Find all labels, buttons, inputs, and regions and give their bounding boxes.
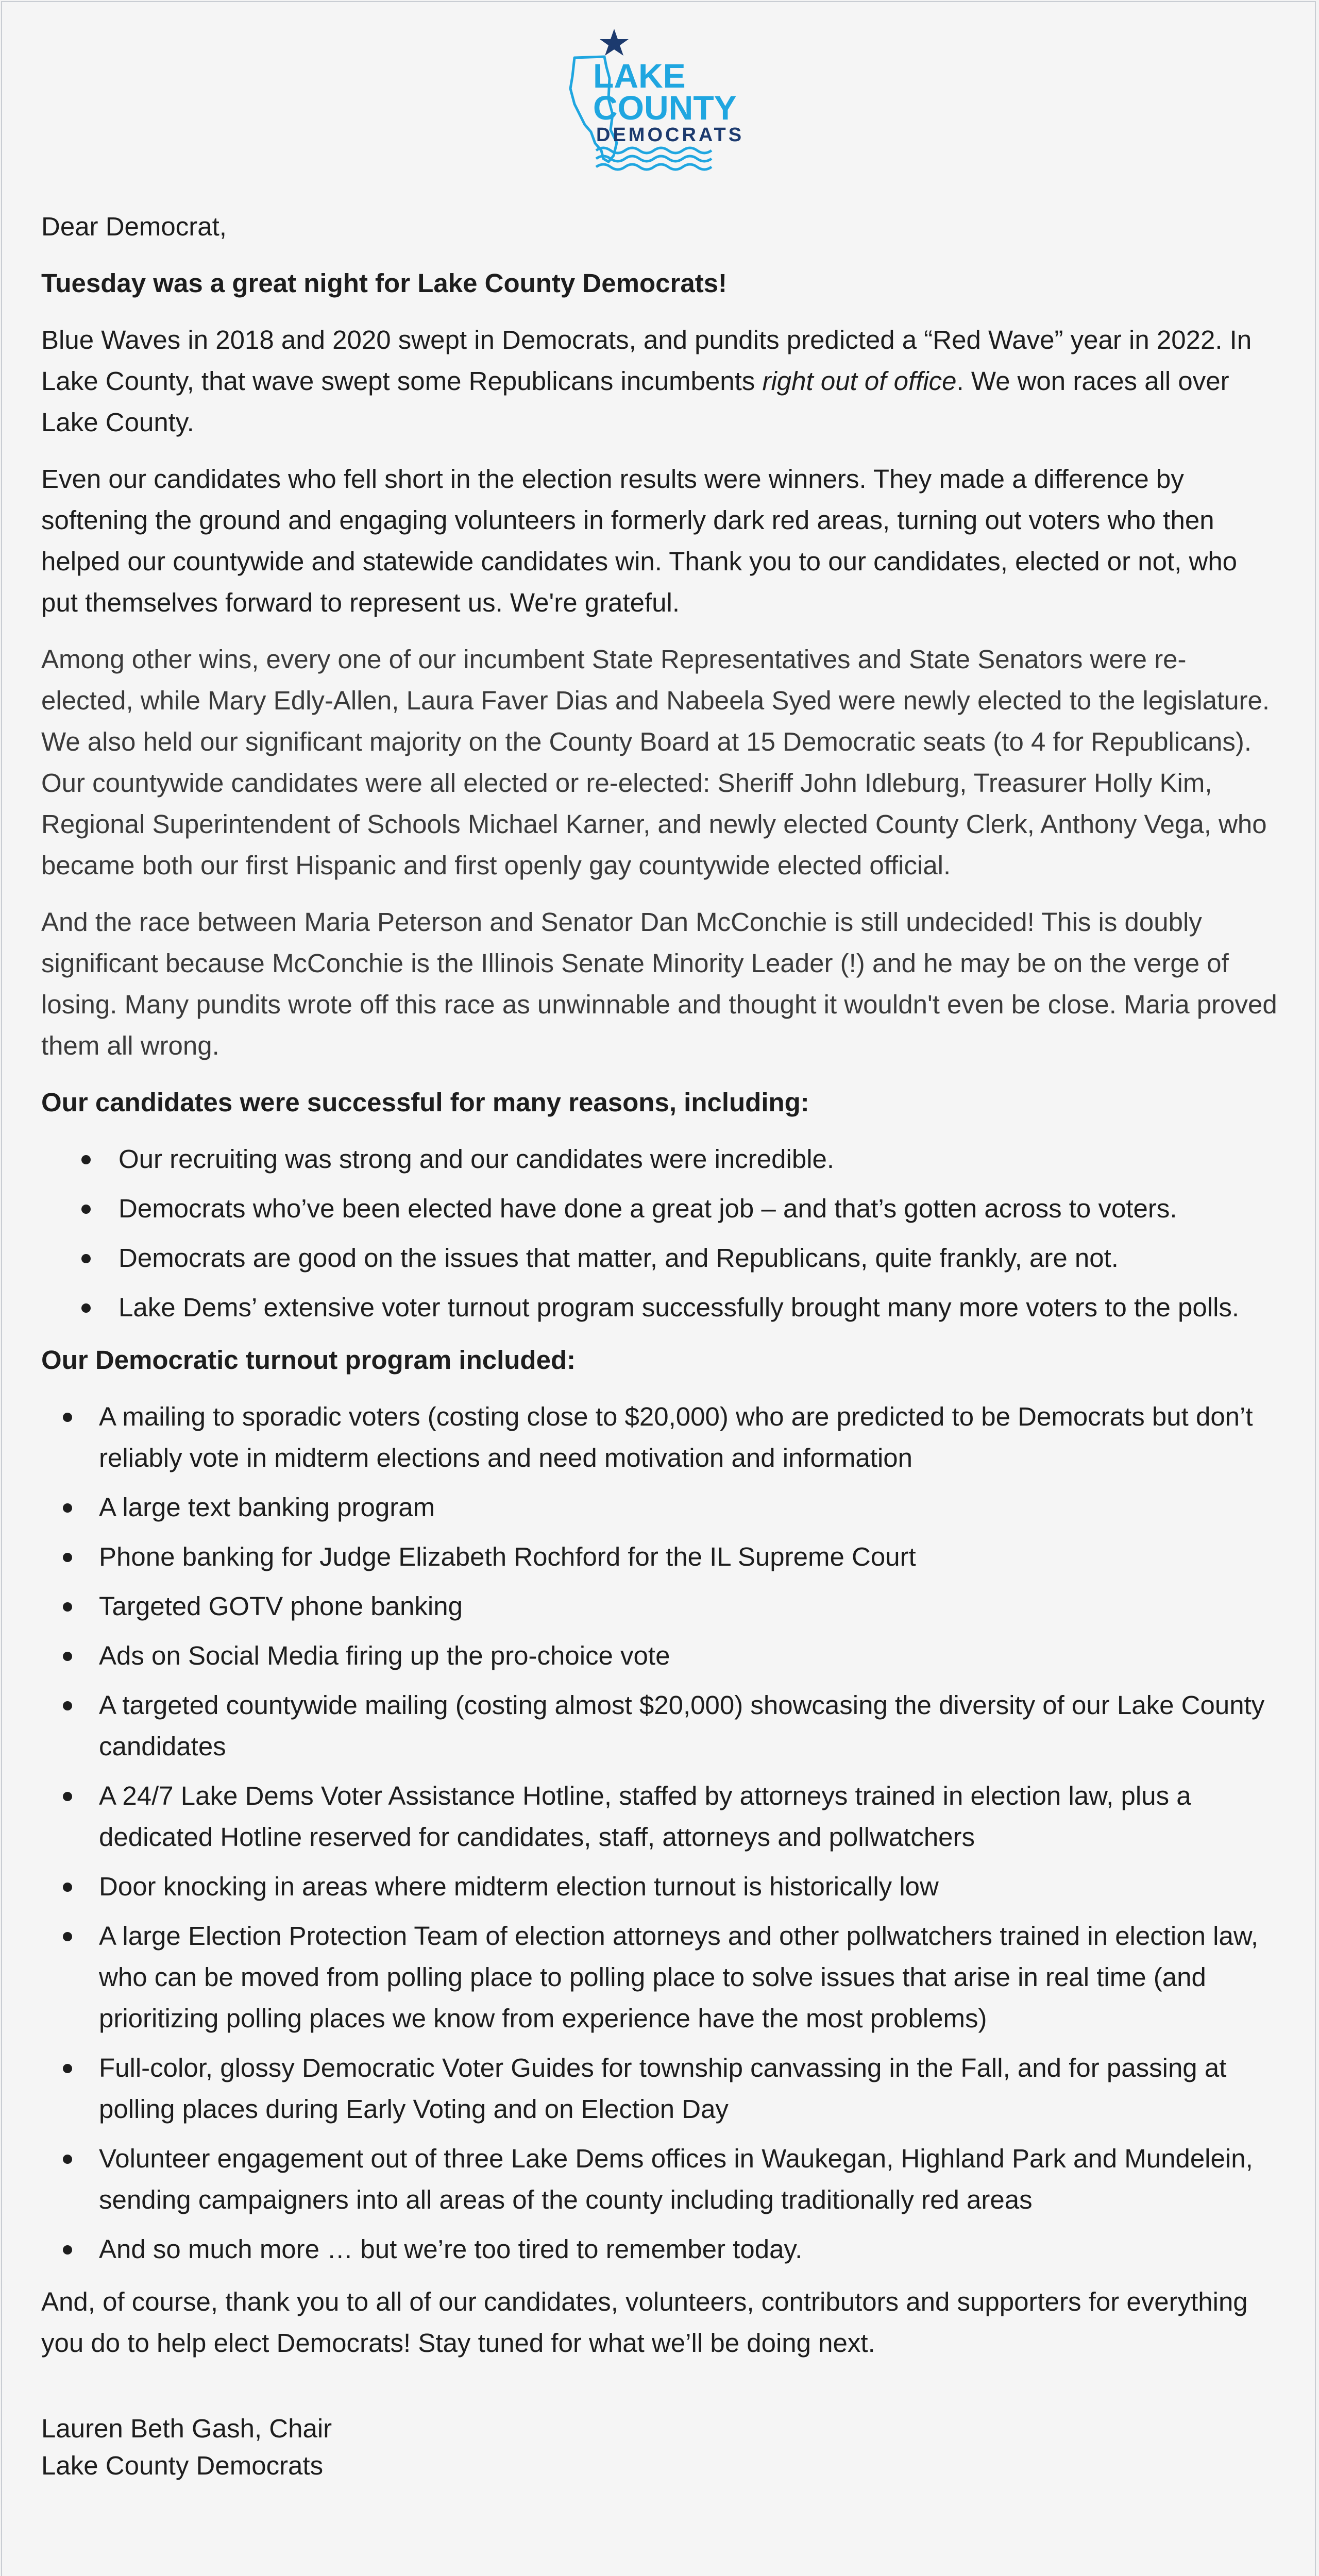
list-item: And so much more … but we’re too tired to remember today. [41,2229,1278,2270]
logo-line-county: COUNTY [593,89,737,127]
reasons-heading: Our candidates were successful for many reasons, including: [41,1088,809,1117]
list-item: A 24/7 Lake Dems Voter Assistance Hotline, staffed by attorneys trained in election law, plus a dedicated Hotline reserved for candidates, staff, attorneys and pollwatchers [41,1775,1278,1858]
emphasis-text: right out of office [762,366,957,396]
letter-body [41,206,1278,2484]
paragraph-race: And the race between Maria Peterson and Senator Dan McConchie is still undecided! This is doubly significant because McConchie is the Illinois Senate Minority Leader (!) and he may be on the verge of losing. Many pundits wrote off this race as unwinnable and thought it wouldn't even be close. Maria proved them all wrong. [41,907,1277,1060]
list-item: Democrats are good on the issues that matter, and Republicans, quite frankly, are not. [41,1238,1278,1279]
star-icon [600,29,629,56]
paragraph-candidates: Even our candidates who fell short in the election results were winners. They made a difference by softening the ground and engaging volunteers in formerly dark red areas, turning out voters who then helped our countywide and statewide candidates win. Thank you to our candidates, elected or not, who put themselves forward to represent us. We're grateful. [41,464,1238,617]
lake-county-democrats-logo [559,27,765,171]
list-item: Democrats who’ve been elected have done a great job – and that’s gotten across to voters. [41,1188,1278,1229]
list-item: A large text banking program [41,1487,1278,1528]
headline: Tuesday was a great night for Lake County Democrats! [41,268,728,298]
paragraph-wins: Among other wins, every one of our incumbent State Representatives and State Senators were re-elected, while Mary Edly-Allen, Laura Faver Dias and Nabeela Syed were newly elected to the legislature. We also held our significant majority on the County Board at 15 Democratic seats (to 4 for Republicans). Our countywide candidates were all elected or re-elected: Sheriff John Idleburg, Treasurer Holly Kim, Regional Superintendent of Schools Michael Karner, and newly elected County Clerk, Anthony Vega, who became both our first Hispanic and first openly gay countywide elected official. [41,645,1270,880]
list-item: A targeted countywide mailing (costing almost $20,000) showcasing the diversity of our Lake County candidates [41,1685,1278,1767]
closing-paragraph: And, of course, thank you to all of our candidates, volunteers, contributors and supporters for everything you do to help elect Democrats! Stay tuned for what we’ll be doing next. [41,2287,1248,2358]
waves-icon [596,148,712,170]
greeting: Dear Democrat, [41,212,227,241]
list-item: Our recruiting was strong and our candidates were incredible. [41,1139,1278,1180]
logo-line-lake: LAKE [593,57,686,95]
signature-org: Lake County Democrats [41,2451,324,2480]
list-item: Ads on Social Media firing up the pro-choice vote [41,1635,1278,1676]
program-heading: Our Democratic turnout program included: [41,1345,576,1375]
logo-line-democrats: DEMOCRATS [596,124,745,146]
list-item: Full-color, glossy Democratic Voter Guides for township canvassing in the Fall, and for passing at polling places during Early Voting and on Election Day [41,2047,1278,2130]
list-item: Lake Dems’ extensive voter turnout program successfully brought many more voters to the polls. [41,1287,1278,1328]
paragraph-text: Blue Waves in 2018 and 2020 swept in Democrats, and pundits predicted a “Red Wave” year in 2022. In Lake County, that wave swept some Republicans incumbents [41,325,1252,396]
paragraph-blue-waves [41,319,1278,443]
list-item: Targeted GOTV phone banking [41,1586,1278,1627]
list-item: Volunteer engagement out of three Lake Dems offices in Waukegan, Highland Park and Mundelein, sending campaigners into all areas of the county including traditionally red areas [41,2138,1278,2221]
list-item: A large Election Protection Team of election attorneys and other pollwatchers trained in election law, who can be moved from polling place to polling place to solve issues that arise in real time (and prioritizing polling places we know from experience have the most problems) [41,1916,1278,2039]
reasons-list [41,1139,1278,1328]
list-item: A mailing to sporadic voters (costing close to $20,000) who are predicted to be Democrats but don’t reliably vote in midterm elections and need motivation and information [41,1396,1278,1479]
signature-name: Lauren Beth Gash, Chair [41,2414,332,2443]
list-item: Door knocking in areas where midterm election turnout is historically low [41,1866,1278,1907]
list-item: Phone banking for Judge Elizabeth Rochford for the IL Supreme Court [41,1536,1278,1578]
signature-block [41,2410,1278,2484]
program-list [41,1396,1278,2270]
paragraph-text: . We won races all over Lake County. [41,366,1229,437]
